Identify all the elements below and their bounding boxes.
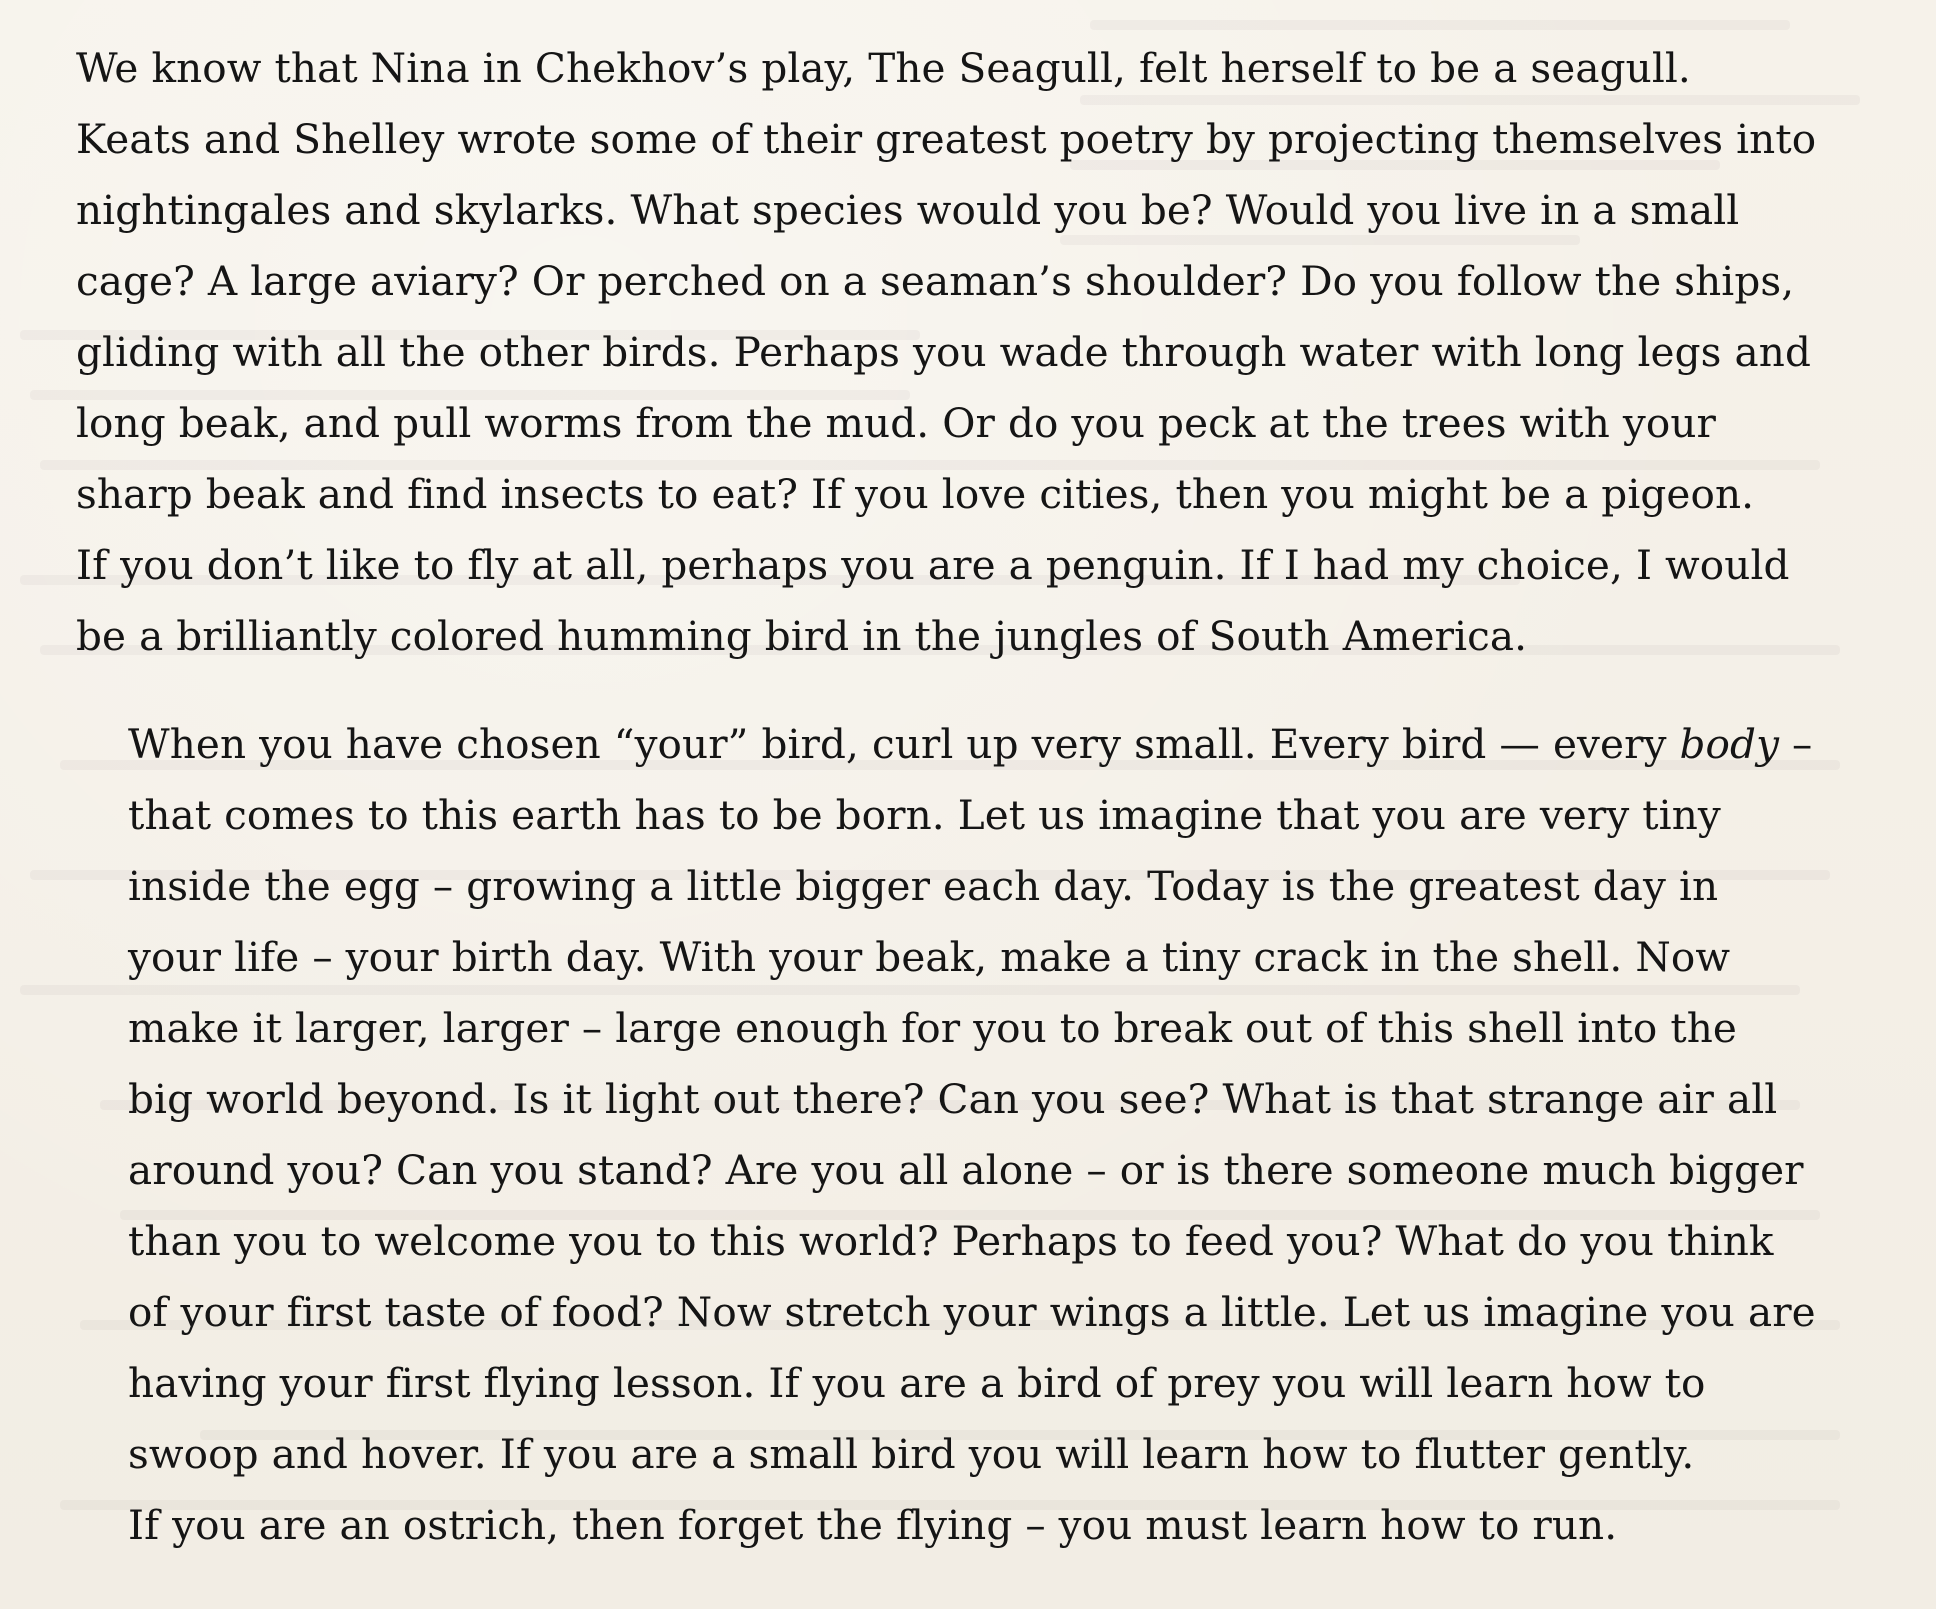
paragraph-2-line-6: big world beyond. Is it light out there? Can you see? What is that strange air all [128,1075,1778,1123]
paragraph-2-line-12: If you are an ostrich, then forget the flying – you must learn how to run. [128,1501,1618,1549]
paragraph-2-line-9: of your first taste of food? Now stretch your wings a little. Let us imagine you are [128,1288,1816,1336]
paragraph-2-line-11: swoop and hover. If you are a small bird you will learn how to flutter gently. [128,1430,1695,1478]
paragraph-2-italic-word: body [1679,720,1780,768]
paragraph-1-line-6: long beak, and pull worms from the mud. Or do you peck at the trees with your [76,399,1717,447]
paragraph-2-line-7: around you? Can you stand? Are you all alone – or is there someone much bigger [128,1146,1804,1194]
paragraph-1-line-2: Keats and Shelley wrote some of their greatest poetry by projecting themselves into [76,115,1817,163]
paragraph-2-line-5: make it larger, larger – large enough for you to break out of this shell into the [128,1004,1737,1052]
paragraph-2-line-8: than you to welcome you to this world? Perhaps to feed you? What do you think [128,1217,1774,1265]
paragraph-2-line-1 [128,720,1812,768]
paragraph-2-line-3: inside the egg – growing a little bigger each day. Today is the greatest day in [128,862,1719,910]
paragraph-2-line-2: that comes to this earth has to be born. Let us imagine that you are very tiny [128,791,1721,839]
paragraph-1-line-7: sharp beak and find insects to eat? If you love cities, then you might be a pigeon. [76,470,1755,518]
paragraph-2-line-10: having your first flying lesson. If you are a bird of prey you will learn how to [128,1359,1706,1407]
paragraph-1-line-5: gliding with all the other birds. Perhaps you wade through water with long legs and [76,328,1811,376]
paragraph-1-line-3: nightingales and skylarks. What species would you be? Would you live in a small [76,186,1740,234]
paragraph-1-line-9: be a brilliantly colored humming bird in the jungles of South America. [76,612,1528,660]
paragraph-2-line-1-end: – [1779,720,1813,768]
paragraph-1-line-1: We know that Nina in Chekhov’s play, The Seagull, felt herself to be a seagull. [76,44,1691,92]
paragraph-2-line-4: your life – your birth day. With your beak, make a tiny crack in the shell. Now [128,933,1731,981]
paragraph-2-line-1-start: When you have chosen “your” bird, curl up very small. Every bird — every [128,720,1680,768]
paragraph-1-line-4: cage? A large aviary? Or perched on a seaman’s shoulder? Do you follow the ships, [76,257,1795,305]
paragraph-1-line-8: If you don’t like to fly at all, perhaps you are a penguin. If I had my choice, I would [76,541,1790,589]
